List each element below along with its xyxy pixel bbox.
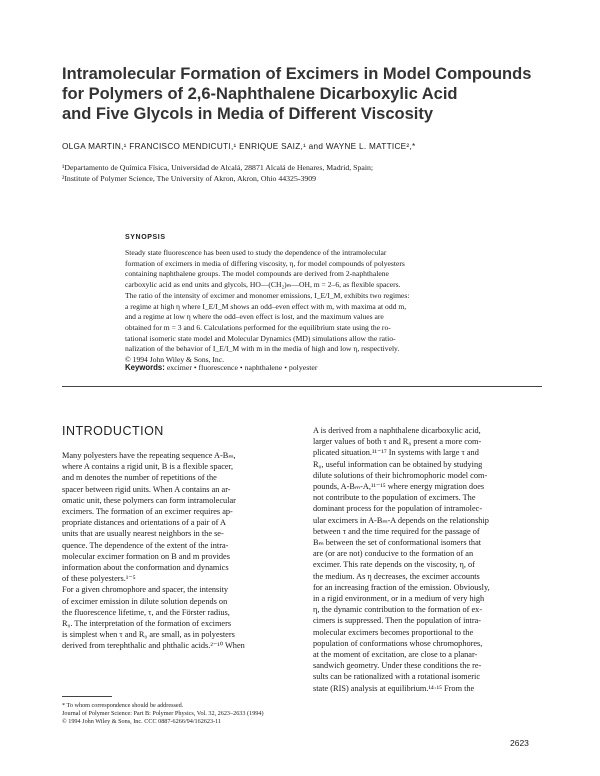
body-line: for an increasing fraction of the emission. Obviously,	[313, 582, 490, 592]
section-heading-introduction: INTRODUCTION	[62, 424, 164, 438]
body-line: in a rigid environment, or in a medium of very high	[313, 594, 485, 604]
body-line: sandwich geometry. Under these conditions the re-	[313, 661, 482, 671]
body-line: omatic unit, these polymers can form intramolecular	[62, 495, 236, 505]
body-line: dominant process for the population of intramolec-	[313, 504, 483, 514]
body-line: is simplest when τ and R₀ are small, as in polyesters	[62, 630, 235, 640]
body-line: at the moment of excitation, are close to a planar-	[313, 650, 478, 660]
body-line: ular excimers in A-Bₘ-A depends on the relationship	[313, 515, 489, 525]
keywords-label: Keywords:	[125, 363, 165, 372]
synopsis-line: The ratio of the intensity of excimer and monomer emissions, I_E/I_M, exhibits two regimes:	[125, 290, 410, 300]
synopsis-line: carboxylic acid as end units and glycols, HO—(CH₂)ₘ—OH, m = 2–6, as flexible spacers.	[125, 280, 401, 290]
body-line: derived from terephthalic and phthalic acids.²⁻¹⁰ When	[62, 641, 245, 651]
copyright-line: © 1994 John Wiley & Sons, Inc.	[125, 355, 224, 365]
affiliations	[62, 162, 373, 184]
body-line: the fluorescence lifetime, τ, and the Förster radius,	[62, 607, 230, 617]
body-line: excimer. This rate depends on the viscosity, η, of	[313, 560, 475, 570]
body-line: A is derived from a naphthalene dicarboxylic acid,	[313, 426, 481, 435]
footnote-divider	[62, 696, 112, 697]
body-line: of excimer emission in dilute solution depends on	[62, 596, 228, 606]
synopsis-line: containing naphthalene groups. The model compounds are derived from 2-naphthalene	[125, 269, 389, 279]
synopsis-line: a regime at high η where I_E/I_M shows an odd–even effect with m, with maxima at odd m,	[125, 301, 407, 311]
body-line: spacer between rigid units. When A contains an ar-	[62, 484, 231, 494]
author-list: OLGA MARTIN,¹ FRANCISCO MENDICUTI,¹ ENRIQUE SAIZ,¹ and WAYNE L. MATTICE²,*	[62, 142, 416, 151]
body-line: larger values of both τ and R₀ present a more com-	[313, 437, 482, 447]
paper-title	[62, 64, 542, 124]
left-column-text	[62, 450, 292, 652]
body-line: R₀, useful information can be obtained by studying	[313, 459, 483, 469]
body-line: excimers. The formation of an excimer requires ap-	[62, 507, 233, 517]
synopsis-line: Steady state fluorescence has been used to study the dependence of the intramolecular	[125, 248, 387, 257]
body-line: units that are usually nearest neighbors in the se-	[62, 529, 224, 539]
body-line: are (or are not) conducive to the formation of an	[313, 549, 474, 559]
title-line: and Five Glycols in Media of Different Viscosity	[62, 105, 434, 123]
body-line: cimers is suppressed. Then the population of intra-	[313, 616, 482, 626]
body-line: information about the conformation and dynamics	[62, 563, 229, 573]
affiliation-line: ²Institute of Polymer Science, The University of Akron, Akron, Ohio 44325-3909	[62, 174, 317, 183]
synopsis-line: nalization of the behavior of I_E/I_M with m in the media of high and low η, respectively.	[125, 344, 400, 354]
footnote-journal: Journal of Polymer Science: Part B: Polymer Physics, Vol. 32, 2623–2633 (1994)	[62, 710, 264, 717]
body-line: of these polyesters.¹⁻⁵	[62, 574, 136, 584]
synopsis-line: obtained for m = 3 and 6. Calculations performed for the equilibrium state using the ro-	[125, 322, 391, 332]
body-line: sults can be rationalized with a rotational isomeric	[313, 672, 481, 682]
body-line: pounds, A-Bₘ-A,¹¹⁻¹⁵ where energy migration does	[313, 482, 485, 492]
body-line: between τ and the time required for the passage of	[313, 526, 480, 536]
footnote-correspondence: * To whom correspondence should be addressed.	[62, 702, 184, 709]
synopsis-body	[125, 248, 535, 366]
section-divider	[62, 386, 542, 387]
body-line: population of conformations whose chromophores,	[313, 638, 483, 648]
body-line: molecular excimer formation on B and m provides	[62, 551, 230, 561]
body-line: R₀. The interpretation of the formation of excimers	[62, 619, 232, 629]
body-line: propriate distances and orientations of a pair of A	[62, 518, 227, 528]
body-line: dilute solutions of their bichromophoric model com-	[313, 470, 488, 480]
synopsis-heading: SYNOPSIS	[125, 234, 166, 241]
body-line: where A contains a rigid unit, B is a flexible spacer,	[62, 462, 234, 472]
body-line: quence. The dependence of the extent of the intra-	[62, 540, 229, 550]
right-column-text	[313, 425, 543, 694]
synopsis-line: tational isomeric state model and Molecular Dynamics (MD) simulations allow the ratio-	[125, 333, 396, 343]
footnote-copyright: © 1994 John Wiley & Sons, Inc. CCC 0887-6266/94/162623-11	[62, 718, 222, 725]
body-line: Bₘ between the set of conformational isomers that	[313, 538, 482, 548]
body-line: not contribute to the population of excimers. The	[313, 493, 476, 503]
body-line: η, the dynamic contribution to the formation of ex-	[313, 605, 483, 615]
body-line: state (RIS) analysis at equilibrium.¹⁴·¹⁵ From the	[313, 683, 475, 693]
body-line: molecular excimers becomes proportional to the	[313, 627, 474, 637]
keywords	[125, 363, 317, 372]
title-line: for Polymers of 2,6-Naphthalene Dicarboxylic Acid	[62, 85, 458, 103]
synopsis-line: and a regime at low η where the odd–even effect is lost, and the maximum values are	[125, 312, 384, 322]
body-line: the medium. As η decreases, the excimer accounts	[313, 571, 480, 581]
page-number: 2623	[510, 738, 529, 748]
body-line: and m denotes the number of repetitions of the	[62, 473, 217, 483]
body-line: Many polyesters have the repeating sequence A-Bₘ,	[62, 451, 236, 460]
footnotes	[62, 702, 302, 726]
affiliation-line: ¹Departamento de Química Física, Universidad de Alcalá, 28871 Alcalá de Henares, Madrid, Spain;	[62, 163, 374, 172]
keywords-text: excimer • fluorescence • naphthalene • polyester	[164, 363, 318, 372]
title-line: Intramolecular Formation of Excimers in Model Compounds	[62, 65, 532, 83]
synopsis-line: formation of excimers in media of differing viscosity, η, for model compounds of polyesters	[125, 258, 405, 268]
body-line: For a given chromophore and spacer, the intensity	[62, 585, 229, 595]
body-line: plicated situation.¹¹⁻¹⁷ In systems with large τ and	[313, 448, 479, 458]
